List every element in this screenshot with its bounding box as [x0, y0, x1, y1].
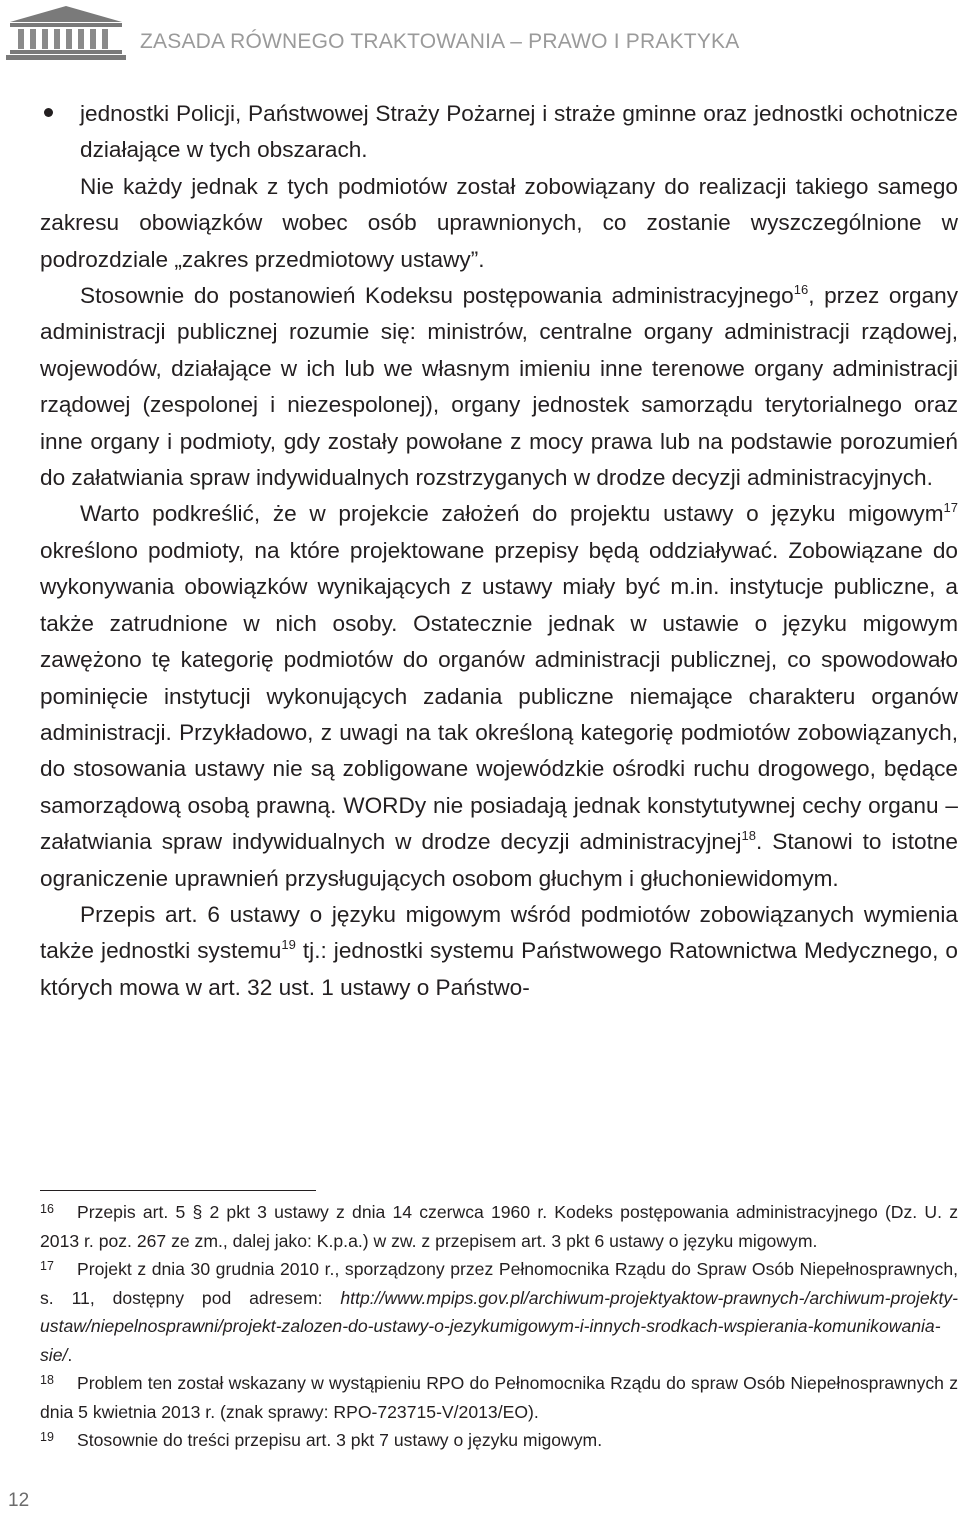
footnote-link[interactable]: http://www.mpips.gov.pl/archiwum-projektyaktow-prawnych-/archiwum-projekty-ustaw/niepelnosprawni/projekt-zalozen-do-ustawy-o-jezykumigowym-i-innych-srodkach-wspierania-komunikowania-sie/	[40, 1287, 958, 1365]
page-header	[0, 0, 960, 72]
footnote-ref-17[interactable]: 17	[943, 499, 958, 515]
paragraph-5: Przepis art. 6 ustawy o języku migowym wśród podmiotów zobowiązanych wymienia także jednostki systemu$^{19}$ tj.: jednostki systemu Państwowego Ratownictwa Medycznego, o których mowa w art. 32 ust. 1 ustawy o Państwo-	[40, 901, 958, 1000]
bullet-icon	[44, 108, 53, 117]
main-text	[40, 96, 958, 1006]
footnote-18: 18 Problem ten został wskazany w wystąpieniu RPO do Pełnomocnika Rządu do spraw Osób Niepełnosprawnych z dnia 5 kwietnia 2013 r. (znak sprawy: RPO-723715-V/2013/EO).	[40, 1373, 958, 1422]
footnote-16: 16 Przepis art. 5 § 2 pkt 3 ustawy z dnia 14 czerwca 1960 r. Kodeks postępowania administracyjnego (Dz. U. z 2013 r. poz. 267 ze zm., dalej jako: K.p.a.) w zw. z przepisem art. 3 pkt 6 ustawy o języku migowym.	[40, 1202, 958, 1251]
footnotes	[40, 1198, 958, 1455]
paragraph-2: Stosownie do postanowień Kodeksu postępowania administracyjnego$^{16}$, przez organy administracji publicznej rozumie się: ministrów, centralne organy administracji rządowej, wojewodów, działające w ich lub we własnym imieniu inne terenowe organy administracji rządowej (zespolonej i niezespolonej), organy jednostek samorządu terytorialnego oraz inne organy i podmioty, gdy zostały powołane z mocy prawa lub na podstawie porozumień do załatwiania spraw indywidualnych rozstrzyganych w drodze decyzji administracyjnych.	[40, 281, 958, 491]
bullet-list-item	[40, 96, 958, 169]
paragraph-3: Warto podkreślić, że w projekcie założeń do projektu ustawy o języku migowym$^{17}$ określono podmioty, na które projektowane przepisy będą oddziaływać. Zobowiązane do wykonywania obowiązków wynikających z ustawy miały być m.in. instytucje publiczne, a także zatrudnione w nich osoby. Ostatecznie jednak w ustawie o języku migowym zawężono tę kategorię podmiotów do organów administracji publicznej, co spowodowało pominięcie instytucji wykonujących zadania publiczne niemające charakteru organów administracji. Przykładowo, z uwagi na tak określoną kategorię podmiotów zobowiązanych, do stosowania ustawy nie są zobligowane wojewódzkie ośrodki ruchu drogowego, będące samorządową osobą prawną. WORDy nie posiadają jednak konstytutywnej cechy organu – załatwiania spraw indywidualnych w drodze decyzji administracyjnej$^{18}$. Stanowi to istotne ograniczenie uprawnień przysługujących osobom głuchym i głuchoniewidomym.	[40, 499, 959, 891]
paragraph-1: Nie każdy jednak z tych podmiotów został zobowiązany do realizacji takiego samego zakresu obowiązków wobec osób uprawnionych, co zostanie wyszczególnione w podrozdziale „zakres przedmiotowy ustawy”.	[40, 173, 958, 272]
running-header-title: ZASADA RÓWNEGO TRAKTOWANIA – PRAWO I PRAKTYKA	[140, 30, 740, 53]
footnote-separator	[40, 1190, 316, 1191]
institution-building-logo-icon	[6, 4, 126, 62]
footnote-19: 19 Stosownie do treści przepisu art. 3 pkt 7 ustawy o języku migowym.	[40, 1430, 603, 1450]
footnote-17: 17 Projekt z dnia 30 grudnia 2010 r., sporządzony przez Pełnomocnika Rządu do Spraw Osób Niepełnosprawnych, s. 11, dostępny pod adresem: http://www.mpips.gov.pl/archiwum-projektyaktow-prawnych-/archiwum-projekty-ustaw/niepelnosprawni/projekt-zalozen-do-ustawy-o-jezykumigowym-i-innych-srodkach-wspierania-komunikowania-sie/.	[40, 1259, 958, 1365]
page-number: 12	[8, 1490, 30, 1511]
footnote-ref-18[interactable]: 18	[741, 827, 757, 843]
bullet-text: jednostki Policji, Państwowej Straży Pożarnej i straże gminne oraz jednostki ochotnicze działające w tych obszarach.	[80, 101, 958, 163]
footnote-ref-16[interactable]: 16	[793, 281, 809, 297]
footnote-ref-19[interactable]: 19	[281, 936, 296, 952]
